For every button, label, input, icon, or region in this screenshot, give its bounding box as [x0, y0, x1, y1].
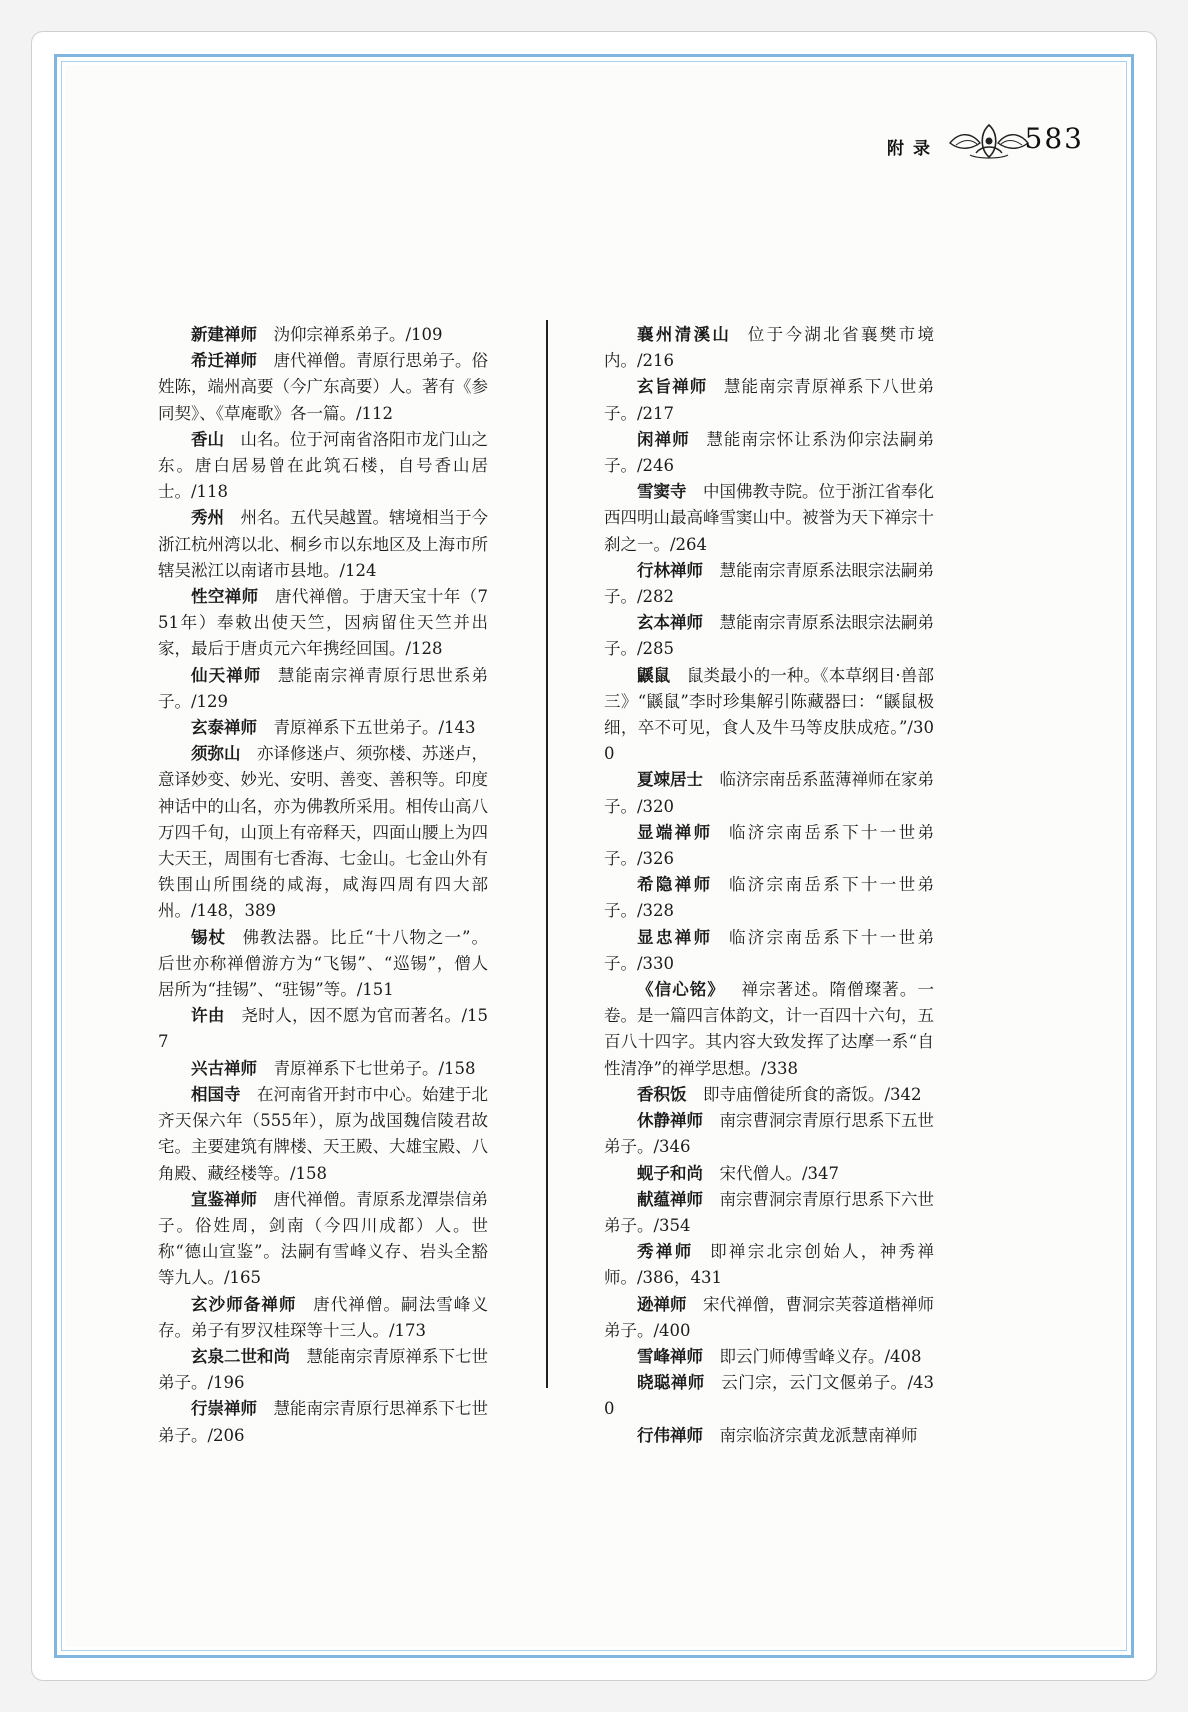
glossary-definition: 鼠类最小的一种。《本草纲目·兽部三》“鼷鼠”李时珍集解引陈藏器曰：“鼷鼠极细，卒不可见，食人及牛马等皮肤成疮。”/300 [604, 665, 935, 764]
glossary-term: 相国寺 [191, 1084, 241, 1104]
glossary-column-right [604, 322, 934, 1449]
glossary-term: 希迁禅师 [191, 351, 257, 371]
glossary-entry [604, 977, 934, 1082]
glossary-entry [158, 348, 488, 427]
glossary-definition: 唐代禅僧。于唐天宝十年（751年）奉敕出使天竺，因病留住天竺并出家，最后于唐贞元六年携经回国。/128 [158, 587, 488, 659]
glossary-definition: 尧时人，因不愿为官而著名。/157 [158, 1006, 488, 1052]
glossary-term: 雪峰禅师 [637, 1346, 703, 1366]
glossary-entry [604, 1423, 934, 1449]
glossary-definition: 宋代僧人。/347 [719, 1163, 840, 1183]
glossary-definition: 山名。位于河南省洛阳市龙门山之东。唐白居易曾在此筑石楼，自号香山居士。/118 [158, 429, 488, 502]
glossary-entry [158, 1187, 488, 1292]
glossary-definition: 禅宗著述。隋僧璨著。一卷。是一篇四言体韵文，计一百四十六句，五百八十四字。其内容大致发挥了达摩一系“自性清净”的禅学思想。/338 [604, 980, 935, 1078]
glossary-entry [158, 1292, 488, 1344]
glossary-term: 休静禅师 [637, 1111, 703, 1131]
glossary-definition: 临济宗南岳系下十一世弟子。/326 [604, 822, 935, 869]
glossary-definition: 青原禅系下七世弟子。/158 [273, 1058, 476, 1078]
glossary-entry [158, 427, 488, 506]
glossary-definition: 唐代禅僧。青原行思弟子。俗姓陈，端州高要（今广东高要）人。著有《参同契》、《草庵歌》各一篇。/112 [158, 351, 488, 423]
glossary-entry [604, 610, 934, 662]
glossary-entry [604, 479, 934, 558]
glossary-term: 玄沙师备禅师 [191, 1294, 297, 1314]
glossary-definition: 唐代禅僧。青原系龙潭崇信弟子。俗姓周，剑南（今四川成都）人。世称“德山宣鉴”。法嗣有雪峰义存、岩头全豁等九人。/165 [158, 1189, 488, 1288]
glossary-entry [158, 584, 488, 663]
glossary-entry [604, 1292, 934, 1344]
glossary-term: 香山 [191, 429, 224, 449]
glossary-term: 秀禅师 [637, 1242, 694, 1262]
glossary-term: 行伟禅师 [637, 1425, 703, 1445]
glossary-definition: 慧能南宗怀让系沩仰宗法嗣弟子。/246 [604, 429, 935, 476]
glossary-entry [604, 558, 934, 610]
glossary-entry [604, 427, 934, 479]
glossary-entry [604, 1370, 934, 1422]
glossary-entry [604, 322, 934, 374]
glossary-term: 晓聪禅师 [637, 1373, 705, 1393]
glossary-entry [158, 322, 488, 348]
glossary-term: 逊禅师 [637, 1294, 687, 1314]
glossary-term: 显忠禅师 [637, 927, 713, 947]
glossary-definition: 南宗曹洞宗青原行思系下五世弟子。/346 [604, 1111, 934, 1157]
glossary-definition: 唐代禅僧。嗣法雪峰义存。弟子有罗汉桂琛等十三人。/173 [158, 1294, 489, 1340]
glossary-definition: 宋代禅僧，曹洞宗芙蓉道楷禅师弟子。/400 [604, 1294, 934, 1340]
glossary-entry [604, 1108, 934, 1160]
glossary-entry [604, 1161, 934, 1187]
column-divider [546, 320, 548, 1388]
glossary-term: 香积饭 [637, 1084, 687, 1104]
glossary-entry [158, 1396, 488, 1448]
glossary-entry [604, 1187, 934, 1239]
glossary-term: 献蕴禅师 [637, 1189, 703, 1209]
glossary-term: 秀州 [191, 508, 224, 528]
page-header [664, 118, 1084, 178]
glossary-term: 玄泉二世和尚 [191, 1346, 290, 1366]
glossary-entry [158, 505, 488, 584]
glossary-term: 闲禅师 [637, 429, 690, 449]
glossary-definition: 中国佛教寺院。位于浙江省奉化西四明山最高峰雪窦山中。被誉为天下禅宗十刹之一。/264 [604, 482, 934, 554]
glossary-definition: 临济宗南岳系下十一世弟子。/328 [604, 875, 935, 921]
glossary-term: 显端禅师 [637, 822, 713, 842]
glossary-term: 新建禅师 [191, 325, 257, 344]
glossary-definition: 即寺庙僧徒所食的斋饭。/342 [703, 1084, 922, 1104]
glossary-definition: 临济宗南岳系蓝薄禅师在家弟子。/320 [604, 770, 934, 816]
glossary-entry [604, 1082, 934, 1108]
glossary-entry [604, 767, 934, 819]
glossary-definition: 青原禅系下五世弟子。/143 [273, 718, 476, 738]
glossary-entry [158, 715, 488, 741]
glossary-term: 须弥山 [191, 744, 241, 764]
glossary-definition: 慧能南宗青原禅系下七世弟子。/196 [158, 1346, 488, 1393]
glossary-term: 宣鉴禅师 [191, 1189, 257, 1209]
glossary-entry [158, 1082, 488, 1187]
glossary-term: 襄州清溪山 [637, 325, 732, 344]
glossary-term: 行林禅师 [637, 560, 703, 580]
glossary-term: 玄本禅师 [637, 613, 703, 633]
page-number: 583 [1024, 122, 1084, 155]
glossary-definition: 云门宗，云门文偃弟子。/430 [604, 1373, 934, 1419]
glossary-definition: 沩仰宗禅系弟子。/109 [273, 325, 443, 344]
glossary-entry [158, 663, 488, 715]
glossary-term: 仙天禅师 [191, 665, 262, 685]
glossary-definition: 临济宗南岳系下十一世弟子。/330 [604, 927, 935, 973]
glossary-entry [604, 663, 934, 768]
glossary-definition: 即云门师傅雪峰义存。/408 [719, 1346, 922, 1366]
glossary-entry [604, 872, 934, 924]
glossary-definition: 南宗曹洞宗青原行思系下六世弟子。/354 [604, 1189, 934, 1235]
glossary-entry [158, 741, 488, 924]
glossary-term: 希隐禅师 [637, 875, 713, 895]
glossary-definition: 慧能南宗禅青原行思世系弟子。/129 [158, 665, 489, 711]
glossary-entry [604, 820, 934, 872]
glossary-term: 鼷鼠 [637, 665, 671, 685]
glossary-entry [158, 1003, 488, 1055]
glossary-definition: 慧能南宗青原禅系下八世弟子。/217 [604, 377, 935, 423]
glossary-definition: 南宗临济宗黄龙派慧南禅师 [719, 1425, 918, 1445]
glossary-term: 玄旨禅师 [637, 377, 708, 397]
glossary-definition: 慧能南宗青原系法眼宗法嗣弟子。/282 [604, 560, 934, 607]
glossary-term: 兴古禅师 [191, 1058, 257, 1078]
section-label: 附录 [887, 139, 939, 159]
glossary-definition: 即禅宗北宗创始人，神秀禅师。/386，431 [604, 1242, 935, 1288]
glossary-definition: 佛教法器。比丘“十八物之一”。后世亦称禅僧游方为“飞锡”、“巡锡”，僧人居所为“挂锡”、“驻锡”等。/151 [158, 927, 488, 1000]
glossary-entry [604, 374, 934, 426]
glossary-entry [604, 1344, 934, 1370]
glossary-entry [158, 1056, 488, 1082]
glossary-term: 性空禅师 [191, 587, 259, 607]
glossary-term: 《信心铭》 [637, 980, 725, 1000]
glossary-entry [604, 1239, 934, 1291]
glossary-definition: 亦译修迷卢、须弥楼、苏迷卢，意译妙变、妙光、安明、善变、善积等。印度神话中的山名，亦为佛教所采用。相传山高八万四千旬，山顶上有帝释天，四面山腰上为四大天王，周围有七香海、七金山。七金山外有铁围山所围绕的咸海，咸海四周有四大部州。/148，389 [158, 744, 488, 921]
glossary-term: 夏竦居士 [637, 770, 703, 790]
glossary-definition: 在河南省开封市中心。始建于北齐天保六年（555年），原为战国魏信陵君故宅。主要建筑有牌楼、天王殿、大雄宝殿、八角殿、藏经楼等。/158 [158, 1084, 488, 1183]
glossary-term: 许由 [191, 1006, 225, 1026]
glossary-term: 蚬子和尚 [637, 1163, 703, 1183]
glossary-entry [604, 925, 934, 977]
glossary-definition: 州名。五代吴越置。辖境相当于今浙江杭州湾以北、桐乡市以东地区及上海市所辖吴淞江以南诸市县地。/124 [158, 508, 488, 580]
lotus-ornament-icon [946, 121, 1032, 161]
glossary-column-left [158, 322, 488, 1449]
glossary-entry [158, 925, 488, 1004]
glossary-term: 行崇禅师 [191, 1399, 257, 1419]
glossary-entry [158, 1344, 488, 1396]
glossary-definition: 慧能南宗青原行思禅系下七世弟子。/206 [158, 1399, 488, 1445]
glossary-term: 玄泰禅师 [191, 718, 257, 738]
glossary-definition: 位于今湖北省襄樊市境内。/216 [604, 325, 935, 371]
glossary-term: 雪窦寺 [637, 482, 687, 502]
glossary-term: 锡杖 [191, 927, 227, 947]
glossary-definition: 慧能南宗青原系法眼宗法嗣弟子。/285 [604, 613, 934, 659]
